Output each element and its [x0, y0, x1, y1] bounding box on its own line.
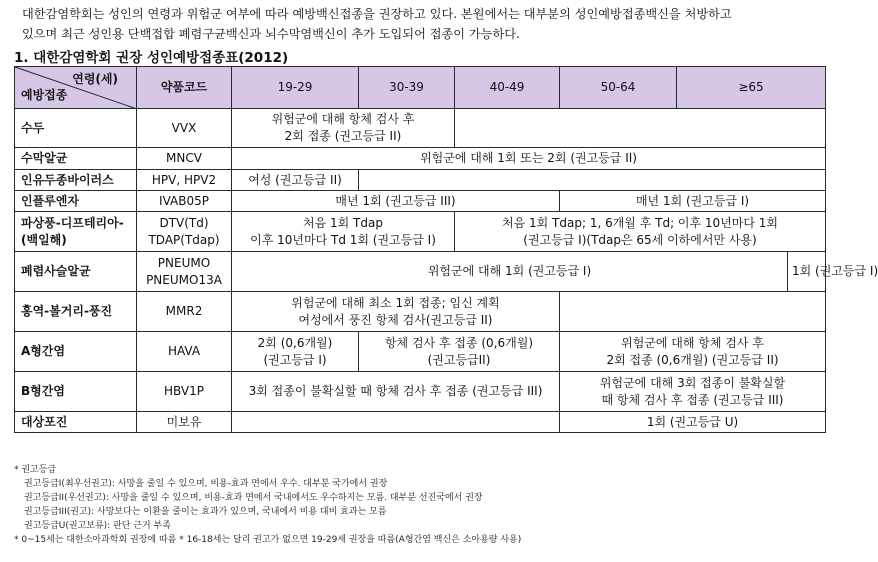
schedule-cell [359, 332, 560, 372]
schedule-line: 1회 (권고등급 I) [792, 264, 878, 278]
schedule-cell: 위험군에 대해 1회 또는 2회 (권고등급 II) [232, 148, 826, 170]
schedule-cell [560, 332, 826, 372]
footnotes [14, 463, 829, 547]
drug-code-line: TDAP(Tdap) [148, 232, 220, 247]
intro-line-1: 대한감염학회는 성인의 연령과 위험군 여부에 따라 예방백신접종을 권장하고 있다. 본원에서는 대부분의 성인예방접종백신을 처방하고 [22, 7, 732, 21]
age-header-65-plus: ≥65 [677, 67, 826, 109]
schedule-cell [232, 212, 455, 252]
vaccine-axis-label: 예방접종 [21, 88, 68, 102]
footnote-grade-3: 권고등급III(권고): 사망보다는 이환을 줄이는 효과가 있으며, 국내에서 비용 대비 효과는 모름 [24, 507, 387, 517]
schedule-line: 위험군에 대해 3회 접종이 불확실할 [599, 375, 786, 390]
vaccine-name: 대상포진 [15, 412, 137, 433]
drug-code: IVAB05P [137, 191, 232, 212]
drug-code: VVX [137, 109, 232, 148]
footnote-age-note: * 0~15세는 대한소아과학회 권장에 따름 * 16-18세는 달리 권고가 없으면 19-29세 권장을 따름(A형간염 백신은 소아용량 사용) [14, 535, 522, 545]
schedule-line: 위험군에 대해 최소 1회 접종; 임신 계획 [291, 295, 500, 310]
drug-code-header: 약품코드 [137, 67, 232, 109]
schedule-cell: 3회 접종이 불확실할 때 항체 검사 후 접종 (권고등급 III) [232, 372, 560, 412]
vaccine-name: 수막알균 [15, 148, 137, 170]
schedule-cell [788, 252, 878, 292]
vaccine-name: 폐렴사슬알균 [15, 252, 137, 292]
section-heading: 1. 대한감염학회 권장 성인예방접종표(2012) [14, 50, 289, 66]
schedule-cell [232, 332, 359, 372]
schedule-line: 때 항체 검사 후 접종 (권고등급 III) [601, 392, 784, 407]
drug-code-line: PNEUMO [157, 255, 211, 270]
intro-line-2: 있으며 최근 성인용 단백접합 폐렴구균백신과 뇌수막염백신이 추가 도입되어 접종이 가능하다. [22, 27, 520, 41]
schedule-cell-empty [232, 412, 560, 433]
vaccine-name: 인플루엔자 [15, 191, 137, 212]
vaccine-name: 인유두종바이러스 [15, 170, 137, 191]
schedule-cell-empty [560, 292, 826, 332]
table-row [15, 148, 826, 170]
drug-code: HAVA [137, 332, 232, 372]
table-header-row [15, 67, 826, 109]
schedule-line: 2회 접종 (0,6개월) (권고등급 II) [606, 352, 779, 367]
schedule-cell: 매년 1회 (권고등급 I) [560, 191, 826, 212]
schedule-line: 항체 검사 후 접종 (0,6개월) [384, 335, 534, 350]
schedule-line: (권고등급 I) [263, 352, 327, 367]
schedule-line: 처음 1회 Tdap [303, 215, 383, 230]
drug-code [137, 252, 232, 292]
schedule-line: 여성에서 풍진 항체 검사(권고등급 II) [298, 312, 493, 327]
table-row [15, 332, 826, 372]
drug-code: MNCV [137, 148, 232, 170]
schedule-cell: 위험군에 대해 1회 (권고등급 I) [232, 252, 788, 292]
schedule-cell [455, 212, 826, 252]
table-row [15, 170, 826, 191]
table-row [15, 252, 826, 292]
table-row [15, 292, 826, 332]
drug-code: HBV1P [137, 372, 232, 412]
schedule-line: 위험군에 대해 항체 검사 후 [621, 335, 764, 350]
schedule-cell-empty [359, 170, 826, 191]
schedule-line: (권고등급II) [427, 352, 491, 367]
schedule-cell: 1회 (권고등급 U) [560, 412, 826, 433]
vaccine-name-line: (백일해) [21, 232, 67, 247]
vaccine-name: B형간염 [15, 372, 137, 412]
age-axis-label: 연령(세) [72, 72, 118, 86]
vaccination-schedule-table [14, 66, 878, 433]
schedule-cell-empty [455, 109, 826, 148]
age-header-30-39: 30-39 [359, 67, 455, 109]
schedule-cell: 여성 (권고등급 II) [232, 170, 359, 191]
drug-code: 미보유 [137, 412, 232, 433]
vaccine-name: A형간염 [15, 332, 137, 372]
schedule-cell: 매년 1회 (권고등급 III) [232, 191, 560, 212]
drug-code: HPV, HPV2 [137, 170, 232, 191]
schedule-cell [232, 292, 560, 332]
corner-header-cell [15, 67, 137, 109]
drug-code-line: PNEUMO13A [146, 272, 222, 287]
age-header-40-49: 40-49 [455, 67, 560, 109]
drug-code: MMR2 [137, 292, 232, 332]
table-row [15, 191, 826, 212]
schedule-cell [560, 372, 826, 412]
schedule-line: 위험군에 대해 항체 검사 후 [271, 112, 415, 126]
schedule-line: (권고등급 I)(Tdap은 65세 이하에서만 사용) [523, 232, 757, 247]
footnote-grade-2: 권고등급II(우선권고): 사망을 줄일 수 있으며, 비용-효과 면에서 국내에서도 우수하지는 모름. 대부분 선진국에서 권장 [24, 493, 483, 503]
drug-code-line: DTV(Td) [159, 215, 209, 230]
vaccine-name: 수두 [15, 109, 137, 148]
schedule-cell [232, 109, 455, 148]
table-row [15, 412, 826, 433]
footnote-title: * 권고등급 [14, 465, 57, 475]
schedule-line: 처음 1회 Tdap; 1, 6개월 후 Td; 이후 10년마다 1회 [502, 215, 779, 230]
table-row [15, 372, 826, 412]
schedule-line: 2회 접종 (권고등급 II) [284, 129, 402, 143]
drug-code [137, 212, 232, 252]
age-header-19-29: 19-29 [232, 67, 359, 109]
table-row [15, 212, 826, 252]
vaccine-name: 홍역-볼거리-풍진 [15, 292, 137, 332]
vaccine-name-line: 파상풍-디프테리아- [21, 215, 124, 230]
footnote-grade-u: 권고등급U(권고보류): 판단 근거 부족 [24, 521, 171, 531]
age-header-50-64: 50-64 [560, 67, 677, 109]
intro-paragraph [22, 4, 822, 44]
schedule-line: 2회 (0,6개월) [257, 335, 333, 350]
vaccine-name [15, 212, 137, 252]
footnote-grade-1: 권고등급I(최우선권고): 사망을 줄일 수 있으며, 비용-효과 면에서 우수. 대부분 국가에서 권장 [24, 479, 388, 489]
table-row [15, 109, 826, 148]
schedule-line: 이후 10년마다 Td 1회 (권고등급 I) [250, 232, 436, 247]
